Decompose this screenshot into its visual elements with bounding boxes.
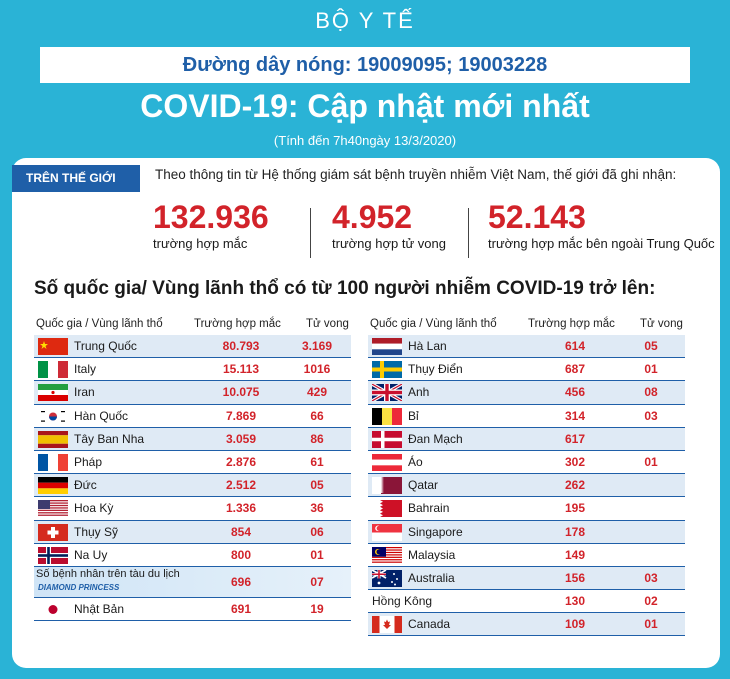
cases-value: 456 (564, 385, 586, 400)
cases-value: 130 (564, 594, 586, 609)
table-row (34, 381, 351, 404)
stat-value: 52.143 (488, 199, 586, 235)
deaths-value: 06 (310, 524, 324, 539)
cases-value: 800 (230, 547, 252, 562)
table-row (34, 335, 351, 358)
country-name: Nhật Bản (74, 601, 125, 616)
deaths-value: 02 (644, 594, 658, 609)
country-name: Số bệnh nhân trên tàu du lịch (36, 567, 180, 580)
cases-value: 109 (564, 617, 586, 632)
flag-dk-icon (372, 431, 402, 448)
cases-value: 3.059 (225, 431, 257, 446)
flag-bh-icon (372, 500, 402, 517)
header-cases: Trường hợp mắc (528, 318, 615, 330)
flag-jp-icon (38, 601, 68, 618)
left-country-table (34, 315, 351, 621)
country-name: Canada (408, 617, 451, 632)
country-name: Thụy Sỹ (74, 524, 119, 539)
country-name: Anh (408, 385, 430, 400)
flag-ch-icon (38, 524, 68, 541)
country-name: Đan Mạch (408, 431, 463, 446)
table-row (368, 358, 685, 381)
cases-value: 2.876 (225, 454, 257, 469)
country-name: Malaysia (408, 547, 456, 562)
stat-outside-china (488, 198, 715, 251)
deaths-value: 01 (644, 617, 658, 632)
stat-total-deaths (332, 198, 446, 251)
table-row (368, 335, 685, 358)
page-title: COVID-19: Cập nhật mới nhất (140, 88, 590, 124)
table-row (34, 451, 351, 474)
header-deaths: Tử vong (640, 318, 683, 330)
cases-value: 302 (564, 454, 586, 469)
deaths-value: 86 (310, 431, 324, 446)
deaths-value: 19 (310, 601, 324, 616)
table-row (34, 567, 351, 598)
deaths-value: 1016 (303, 362, 331, 377)
header-deaths: Tử vong (306, 318, 349, 330)
stat-total-cases (153, 198, 269, 251)
deaths-value: 66 (310, 408, 324, 423)
flag-es-icon (38, 431, 68, 448)
cases-value: 15.113 (222, 362, 260, 377)
cases-value: 617 (564, 431, 586, 446)
deaths-value: 01 (310, 547, 324, 562)
deaths-value: 03 (644, 570, 658, 585)
cases-value: 80.793 (222, 339, 260, 353)
country-name: Đức (74, 478, 97, 493)
deaths-value: 01 (644, 454, 658, 469)
flag-ca-icon (372, 616, 402, 633)
deaths-value: 03 (644, 408, 658, 423)
flag-kr-icon (38, 408, 68, 425)
flag-sg-icon (372, 524, 402, 541)
cases-value: 149 (564, 547, 586, 562)
country-name: Italy (74, 362, 97, 377)
cases-value: 614 (564, 339, 586, 353)
cases-value: 314 (564, 408, 586, 423)
country-name: Na Uy (74, 547, 108, 562)
cases-value: 262 (564, 478, 586, 493)
update-date: (Tính đến 7h40ngày 13/3/2020) (273, 133, 457, 148)
country-name: Australia (408, 570, 455, 585)
stat-label: trường hợp mắc bên ngoài Trung Quốc (488, 236, 715, 251)
country-name: Hà Lan (408, 339, 447, 353)
country-name: Áo (408, 454, 423, 469)
flag-fr-icon (38, 454, 68, 471)
deaths-value: 01 (644, 362, 658, 377)
flag-no-icon (38, 547, 68, 564)
country-name: Bỉ (408, 408, 419, 423)
flag-it-icon (38, 361, 68, 378)
cases-value: 1.336 (225, 501, 257, 516)
country-name: Pháp (74, 454, 103, 469)
ministry-name: BỘ Y TẾ (315, 8, 415, 33)
country-name: Trung Quốc (74, 339, 137, 353)
flag-cn-icon (38, 338, 68, 355)
flag-ir-icon (38, 384, 68, 401)
cases-value: 687 (564, 362, 586, 377)
flag-qa-icon (372, 477, 402, 494)
cases-value: 10.075 (222, 385, 260, 400)
deaths-value: 429 (306, 385, 328, 400)
table-row (368, 428, 685, 451)
flag-au-icon (372, 570, 402, 587)
table-row (368, 567, 685, 590)
country-name: Bahrain (408, 501, 450, 516)
table-row (368, 451, 685, 474)
country-name: Singapore (408, 524, 463, 539)
table-header (34, 315, 351, 335)
table-row (34, 598, 351, 621)
deaths-value: 3.169 (301, 339, 333, 353)
table-row (368, 381, 685, 404)
cases-value: 691 (230, 601, 252, 616)
country-name: Qatar (408, 478, 439, 493)
flag-my-icon (372, 547, 402, 564)
section-title: Số quốc gia/ Vùng lãnh thổ có từ 100 người nhiễm COVID-19 trở lên: (34, 278, 656, 299)
world-note: Theo thông tin từ Hệ thống giám sát bệnh truyền nhiễm Việt Nam, thế giới đã ghi nhận: (155, 167, 677, 182)
deaths-value: 07 (310, 574, 324, 589)
world-tag: TRÊN THẾ GIỚI (12, 165, 140, 192)
cases-value: 195 (564, 501, 586, 516)
flag-gb-icon (372, 384, 402, 401)
table-row (34, 521, 351, 544)
table-row (34, 544, 351, 567)
table-row (34, 405, 351, 428)
country-name: Hàn Quốc (74, 408, 129, 423)
table-header (368, 315, 685, 335)
flag-at-icon (372, 454, 402, 471)
header-country: Quốc gia / Vùng lãnh thổ (36, 318, 163, 330)
deaths-value: 36 (310, 501, 324, 516)
header-country: Quốc gia / Vùng lãnh thổ (370, 318, 497, 330)
flag-de-icon (38, 477, 68, 494)
country-name: Hoa Kỳ (74, 501, 114, 516)
table-row (34, 497, 351, 520)
stat-divider (310, 208, 311, 258)
table-row (34, 428, 351, 451)
right-country-table (368, 315, 685, 636)
deaths-value: 05 (644, 339, 658, 353)
table-row (368, 405, 685, 428)
table-row (368, 474, 685, 497)
cases-value: 854 (230, 524, 252, 539)
cases-value: 696 (230, 574, 252, 589)
country-name: Iran (74, 385, 95, 400)
stat-divider (468, 208, 469, 258)
table-row (368, 590, 685, 613)
country-name: Tây Ban Nha (74, 431, 145, 446)
deaths-value: 08 (644, 385, 658, 400)
table-row (368, 521, 685, 544)
flag-se-icon (372, 361, 402, 378)
stat-value: 132.936 (153, 199, 269, 235)
flag-us-icon (38, 500, 68, 517)
table-row (368, 613, 685, 636)
table-row (34, 474, 351, 497)
hotline-bar: Đường dây nóng: 19009095; 19003228 (40, 47, 690, 83)
flag-nl-icon (372, 338, 402, 355)
deaths-value: 61 (310, 454, 324, 469)
cases-value: 178 (564, 524, 586, 539)
stat-value: 4.952 (332, 199, 413, 235)
country-name: Hồng Kông (372, 594, 433, 609)
deaths-value: 05 (310, 478, 324, 493)
cases-value: 2.512 (225, 478, 257, 493)
stat-label: trường hợp mắc (153, 236, 248, 251)
country-name: Thụy Điển (408, 362, 463, 377)
cases-value: 7.869 (225, 408, 257, 423)
table-row (368, 544, 685, 567)
ship-logo: DIAMOND PRINCESS (38, 582, 120, 592)
table-row (34, 358, 351, 381)
flag-be-icon (372, 408, 402, 425)
stat-label: trường hợp tử vong (332, 236, 446, 251)
table-row (368, 497, 685, 520)
cases-value: 156 (564, 570, 586, 585)
header-cases: Trường hợp mắc (194, 318, 281, 330)
